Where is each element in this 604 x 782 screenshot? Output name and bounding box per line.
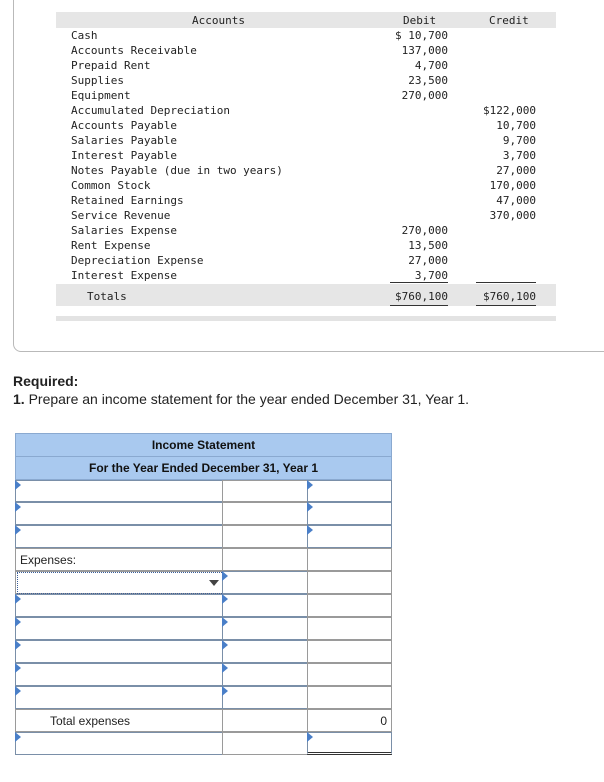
trial-balance-account: Interest Payable bbox=[71, 149, 177, 162]
trial-balance-debit: 137,000 bbox=[401, 44, 448, 57]
trial-balance-debit: 270,000 bbox=[401, 89, 448, 102]
expenses-label: Expenses: bbox=[20, 553, 77, 567]
trial-balance-row bbox=[0, 134, 604, 149]
trial-balance-row bbox=[0, 209, 604, 224]
revenue-total-input-3[interactable] bbox=[307, 525, 392, 548]
trial-balance-debit: 4,700 bbox=[414, 59, 448, 72]
trial-balance-row bbox=[0, 104, 604, 119]
trial-balance-account: Supplies bbox=[71, 74, 124, 87]
trial-balance-credit: 9,700 bbox=[502, 134, 536, 147]
total-expenses-value-cell bbox=[307, 709, 392, 732]
expense-total-cell-4 bbox=[307, 640, 392, 663]
expense-total-cell-3 bbox=[307, 617, 392, 640]
trial-balance-credit: 47,000 bbox=[496, 194, 536, 207]
trial-balance-row bbox=[0, 224, 604, 239]
debit-double-underline bbox=[390, 305, 448, 306]
trial-balance-row bbox=[0, 44, 604, 59]
required-item-text: Prepare an income statement for the year ended December 31, Year 1. bbox=[28, 391, 470, 407]
total-expenses-label-cell bbox=[15, 709, 223, 732]
expense-amount-input-5[interactable] bbox=[222, 663, 308, 686]
trial-balance-debit: $ 10,700 bbox=[395, 29, 448, 42]
trial-balance-row bbox=[0, 239, 604, 254]
trial-balance-debit: 3,700 bbox=[414, 269, 448, 282]
required-title: Required: bbox=[13, 373, 79, 389]
expense-total-cell-2 bbox=[307, 594, 392, 617]
trial-balance-row bbox=[0, 254, 604, 269]
income-statement-title bbox=[15, 433, 392, 457]
trial-balance-row bbox=[0, 149, 604, 164]
expense-label-input-4[interactable] bbox=[15, 640, 223, 663]
trial-balance-totals-bar bbox=[56, 284, 556, 306]
trial-balance-account: Equipment bbox=[71, 89, 131, 102]
trial-balance-account: Accumulated Depreciation bbox=[71, 104, 230, 117]
net-income-total-input[interactable] bbox=[307, 732, 392, 755]
expense-total-cell-1 bbox=[307, 571, 392, 594]
total-expenses-label: Total expenses bbox=[50, 714, 131, 728]
trial-balance-account: Accounts Receivable bbox=[71, 44, 197, 57]
revenue-label-input-3[interactable] bbox=[15, 525, 223, 548]
revenue-total-input-1[interactable] bbox=[307, 480, 392, 502]
chevron-down-icon[interactable] bbox=[209, 580, 219, 586]
trial-balance-credit: 27,000 bbox=[496, 164, 536, 177]
expenses-amount-cell bbox=[222, 548, 308, 571]
trial-balance-account: Cash bbox=[71, 29, 98, 42]
trial-balance-row bbox=[0, 59, 604, 74]
expense-label-input-3[interactable] bbox=[15, 617, 223, 640]
trial-balance-account: Retained Earnings bbox=[71, 194, 184, 207]
trial-balance-bottom-bar bbox=[56, 316, 556, 321]
header-credit: Credit bbox=[489, 14, 529, 27]
expense-amount-input-2[interactable] bbox=[222, 594, 308, 617]
net-income-amount-cell bbox=[222, 732, 308, 755]
revenue-amount-cell-2 bbox=[222, 502, 308, 525]
expense-amount-input-1[interactable] bbox=[222, 571, 308, 594]
required-item bbox=[13, 391, 469, 407]
expense-label-input-2[interactable] bbox=[15, 594, 223, 617]
trial-balance-row bbox=[0, 164, 604, 179]
revenue-total-input-2[interactable] bbox=[307, 502, 392, 525]
trial-balance-account: Service Revenue bbox=[71, 209, 171, 222]
income-statement-title-text: Income Statement bbox=[151, 438, 256, 452]
trial-balance-account: Salaries Payable bbox=[71, 134, 177, 147]
trial-balance-credit: 10,700 bbox=[496, 119, 536, 132]
trial-balance-account: Salaries Expense bbox=[71, 224, 177, 237]
expense-dropdown-1[interactable] bbox=[17, 572, 224, 594]
expense-label-input-5[interactable] bbox=[15, 663, 223, 686]
expense-amount-input-6[interactable] bbox=[222, 686, 308, 709]
trial-balance-row bbox=[0, 29, 604, 44]
debit-total-underline bbox=[390, 282, 448, 283]
total-expenses-value: 0 bbox=[380, 714, 387, 728]
revenue-label-input-1[interactable] bbox=[15, 480, 223, 502]
trial-balance-credit: 370,000 bbox=[489, 209, 536, 222]
trial-balance-debit: 270,000 bbox=[401, 224, 448, 237]
expense-total-cell-5 bbox=[307, 663, 392, 686]
income-statement-subtitle-text: For the Year Ended December 31, Year 1 bbox=[88, 461, 318, 475]
expense-amount-input-4[interactable] bbox=[222, 640, 308, 663]
trial-balance-row bbox=[0, 74, 604, 89]
expenses-total-cell bbox=[307, 548, 392, 571]
trial-balance-debit: 27,000 bbox=[408, 254, 448, 267]
trial-balance-account: Accounts Payable bbox=[71, 119, 177, 132]
revenue-label-input-2[interactable] bbox=[15, 502, 223, 525]
expense-amount-input-3[interactable] bbox=[222, 617, 308, 640]
expense-label-input-6[interactable] bbox=[15, 686, 223, 709]
trial-balance-row bbox=[0, 179, 604, 194]
trial-balance-account: Interest Expense bbox=[71, 269, 177, 282]
trial-balance-credit: 170,000 bbox=[489, 179, 536, 192]
revenue-amount-cell-1 bbox=[222, 480, 308, 502]
expense-total-cell-6 bbox=[307, 686, 392, 709]
revenue-amount-cell-3 bbox=[222, 525, 308, 548]
trial-balance-account: Rent Expense bbox=[71, 239, 151, 252]
trial-balance-debit: 23,500 bbox=[408, 74, 448, 87]
trial-balance-row bbox=[0, 119, 604, 134]
expenses-label-cell bbox=[15, 548, 223, 571]
credit-double-underline bbox=[476, 305, 536, 306]
total-credit: $760,100 bbox=[483, 290, 536, 303]
header-accounts: Accounts bbox=[192, 14, 245, 27]
trial-balance-account: Common Stock bbox=[71, 179, 151, 192]
trial-balance-account: Notes Payable (due in two years) bbox=[71, 164, 283, 177]
trial-balance-row bbox=[0, 89, 604, 104]
total-debit: $760,100 bbox=[395, 290, 448, 303]
trial-balance-account: Depreciation Expense bbox=[71, 254, 204, 267]
income-statement-subtitle bbox=[15, 456, 392, 480]
header-debit: Debit bbox=[403, 14, 437, 27]
trial-balance-debit: 13,500 bbox=[408, 239, 448, 252]
totals-label: Totals bbox=[87, 290, 127, 303]
trial-balance-header-bar bbox=[56, 12, 556, 28]
trial-balance-account: Prepaid Rent bbox=[71, 59, 151, 72]
trial-balance-credit: $122,000 bbox=[483, 104, 536, 117]
credit-total-underline bbox=[476, 282, 536, 283]
required-item-number: 1. bbox=[13, 391, 25, 407]
trial-balance-row bbox=[0, 194, 604, 209]
trial-balance-credit: 3,700 bbox=[502, 149, 536, 162]
total-expenses-amount-cell bbox=[222, 709, 308, 732]
net-income-label-input[interactable] bbox=[15, 732, 223, 755]
